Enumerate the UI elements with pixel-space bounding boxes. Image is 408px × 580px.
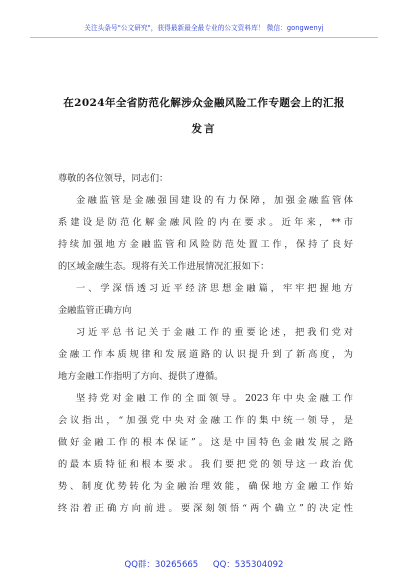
header-ad-text: 关注头条号"公文研究"，获得最新最全最专业的公文资料库！ 微信：gongwenyj [84,24,324,32]
document-body [58,168,353,520]
body-line: 金融监管是金融强国建设的有力保障，加强金融监管体 [76,195,353,206]
body-line: 地方金融工作指明了方向、提供了遵循。 [58,371,224,382]
body-line: 金融工作本质规律和发展道路的认识提升到了新高度，为 [58,349,353,360]
body-line: 坚持党对金融工作的全面领导。2023年中央金融工作 [76,393,353,404]
footer-qq-group: QQ群：30265665 [124,560,199,570]
body-line: 的最本质特征和根本要求。我们要把党的领导这一政治优 [58,459,353,470]
body-line: 的区域金融生态。现将有关工作进展情况汇报如下： [58,261,270,272]
salutation-line: 尊敬的各位领导，同志们： [58,173,169,184]
body-line: 系建设是防范化解金融风险的内在要求。近年来，**市 [58,217,353,228]
header-divider [30,37,378,38]
document-title-continuation: 发言 [191,123,217,135]
body-line: 势、制度优势转化为金融治理效能，确保地方金融工作始 [58,481,353,492]
body-line: 终沿着正确方向前进。要深刻领悟“两个确立”的决定性 [58,503,353,514]
footer-qq-number: QQ：535304092 [212,560,284,570]
body-line: 习近平总书记关于金融工作的重要论述，把我们党对 [76,327,353,338]
section-heading-line: 金融监管正确方向 [58,305,132,316]
body-line: 会议指出，“加强党中央对金融工作的集中统一领导，是 [58,415,353,426]
footer-contact [0,558,408,570]
body-line: 持续加强地方金融监管和风险防范处置工作，保持了良好 [58,239,353,250]
body-line: 做好金融工作的根本保证”。这是中国特色金融发展之路 [58,437,353,448]
document-title: 在2024年全省防范化解涉众金融风险工作专题会上的汇报 [63,97,345,109]
section-heading-line: 一、学深悟透习近平经济思想金融篇，牢牢把握地方 [76,283,353,294]
